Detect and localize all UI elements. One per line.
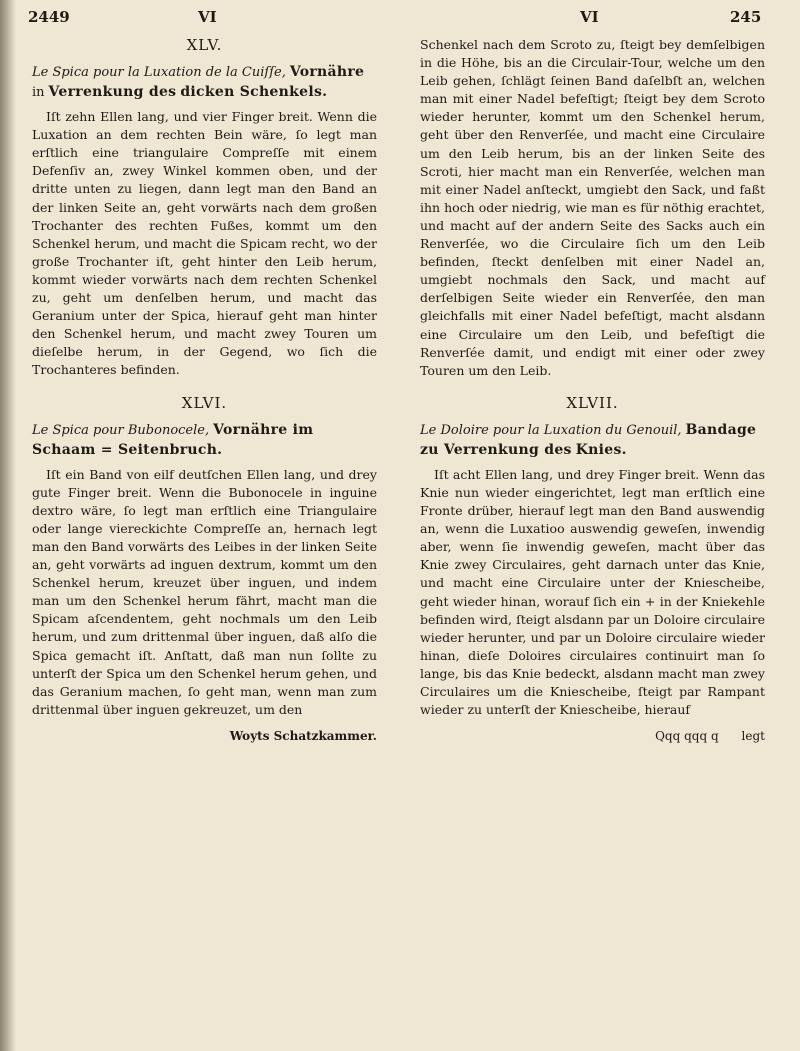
section-body-continued: Schenkel nach dem Scroto zu, ſteigt bey demſelbigen in die Höhe, bis an die Circulair-Tour, welche um den Leib gehen, ſchlägt ſeinen Band daſelbſt an, welchen man mit einer Nadel befeſtigt; ſteigt bey dem Scroto wieder herunter, kommt um den Schenkel herum, geht über den Renverſée, und macht eine Circulaire um den Leib herum, bis an der linken Seite des Scroti, hier macht man ein Renverſée, welchen man mit einer Nadel anſteckt, umgiebt den Sack, und faßt ihn hoch oder niedrig, wie man es für nöthig erachtet, und macht auf der andern Seite des Sacks auch ein Renverſée, wo die Circulaire ſich um den Leib befinden, ſteckt denſelben mit einer Nadel an, umgiebt nochmals den Sack, und macht auf derſelbigen Seite wieder ein Renverſée, den man gleichfalls mit einer Nadel befeſtigt, macht alsdann eine Circulaire um den Leib, und befeſtigt die Renverſée damit, und endigt mit einer oder zwey Touren um den Leib. (420, 37, 765, 378)
right-page-number: 245 (730, 8, 762, 26)
left-column (32, 36, 377, 745)
section-title-german-3: dicken Schenkels. (180, 84, 328, 101)
left-section-mark: VI (198, 8, 217, 26)
section-title-german-2: Knies. (575, 441, 627, 458)
section-title-french: Le Doloire pour la Luxation du Genouil, (420, 422, 682, 438)
section-title-german: Vornähre im (213, 421, 314, 438)
page-gutter (0, 0, 16, 1051)
section-title-german-2: Schaam = Seitenbruch. (32, 441, 223, 458)
right-section-mark: VI (580, 8, 599, 26)
right-column (420, 36, 765, 745)
section-title-french: Le Spica pour la Luxation de la Cuiſſe, (32, 65, 286, 81)
signature-mark: Qqq qqq q (655, 729, 719, 744)
section-number: XLVI. (181, 393, 228, 412)
section-title-german: Vornähre (289, 64, 365, 81)
section-title (32, 62, 377, 102)
page-signature (420, 727, 765, 745)
section-title-german: Bandage zu Verrenkung des (420, 421, 757, 458)
section-title (32, 420, 377, 460)
section-number: XLVII. (566, 393, 619, 412)
section-title-french: Le Spica pour Bubonocele, (32, 422, 210, 438)
section-body: Iſt ein Band von eilf deutſchen Ellen lang, und drey gute Finger breit. Wenn die Bubonocele in inguine dextro wäre, ſo legt man erſtlich eine Triangulaire oder lange viereckichte Compreſſe an, hernach legt man den Band vorwärts des Leibes in der linken Seite an, geht vorwärts ad inguen dextrum, kommt um den Schenkel herum, kreuzet über inguen, und indem man um den Schenkel herum fährt, macht man die Spicam aſcendentem, geht nochmals um den Leib herum, und zum drittenmal über inguen, daß alſo die Spica gemacht iſt. Anſtatt, daß man nun ſollte zu unterſt der Spica um den Schenkel herum gehen, und das Geranium machen, ſo geht man, wenn man zum drittenmal über inguen gekreuzet, um den (32, 466, 377, 717)
section-body: Iſt zehn Ellen lang, und vier Finger breit. Wenn die Luxation an dem rechten Bein wäre, ſo legt man erſtlich eine triangulaire Compreſſe mit einem Defenſiv an, zwey Winkel kommen oben, und der dritte unten zu liegen, dann legt man den Band an der linken Seite an, geht vorwärts nach dem großen Trochanter des rechten Fußes, kommt um den Schenkel herum, und macht die Spicam recht, wo der große Trochanter iſt, geht hinter den Leib herum, kommt wieder vorwärts nach dem rechten Schenkel zu, geht um denſelben herum, und macht das Geranium unter der Spica, hierauf geht man hinter den Schenkel herum, und macht zwey Touren um dieſelbe herum, in der Gegend, wo ſich die Trochanteres befinden. (32, 109, 377, 378)
section-number: XLV. (186, 36, 223, 54)
section-title-german-2: Verrenkung des (48, 84, 177, 101)
section-title (420, 420, 765, 460)
section-body: Iſt acht Ellen lang, und drey Finger breit. Wenn das Knie nun wieder eingerichtet, legt man erſtlich eine Fronte drüber, hierauf legt man den Band auswendig an, wenn die Luxatioo auswendig geweſen, inwendig aber, wenn ſie inwendig geweſen, macht über das Knie zwey Circulaires, geht darnach unter das Knie, und macht eine Circulaire unter der Kniescheibe, geht wieder hinan, worauf ſich ein + in der Kniekehle befinden wird, ſteigt alsdann par un Doloire circulaire wieder herunter, und par un Doloire circulaire wieder hinan, dieſe Doloires circulaires continuirt man ſo lange, bis das Knie bedeckt, alsdann macht man zwey Circulaires um die Kniescheibe, ſteigt par Rampant wieder zu unterſt der Kniescheibe, hierauf (420, 466, 765, 718)
signature-line: Woyts Schatzkammer. (229, 728, 377, 743)
catchword: legt (741, 729, 765, 744)
page-signature (32, 727, 377, 745)
left-page-number: 2449 (28, 8, 70, 26)
section-title-german-joiner: in (32, 85, 45, 101)
